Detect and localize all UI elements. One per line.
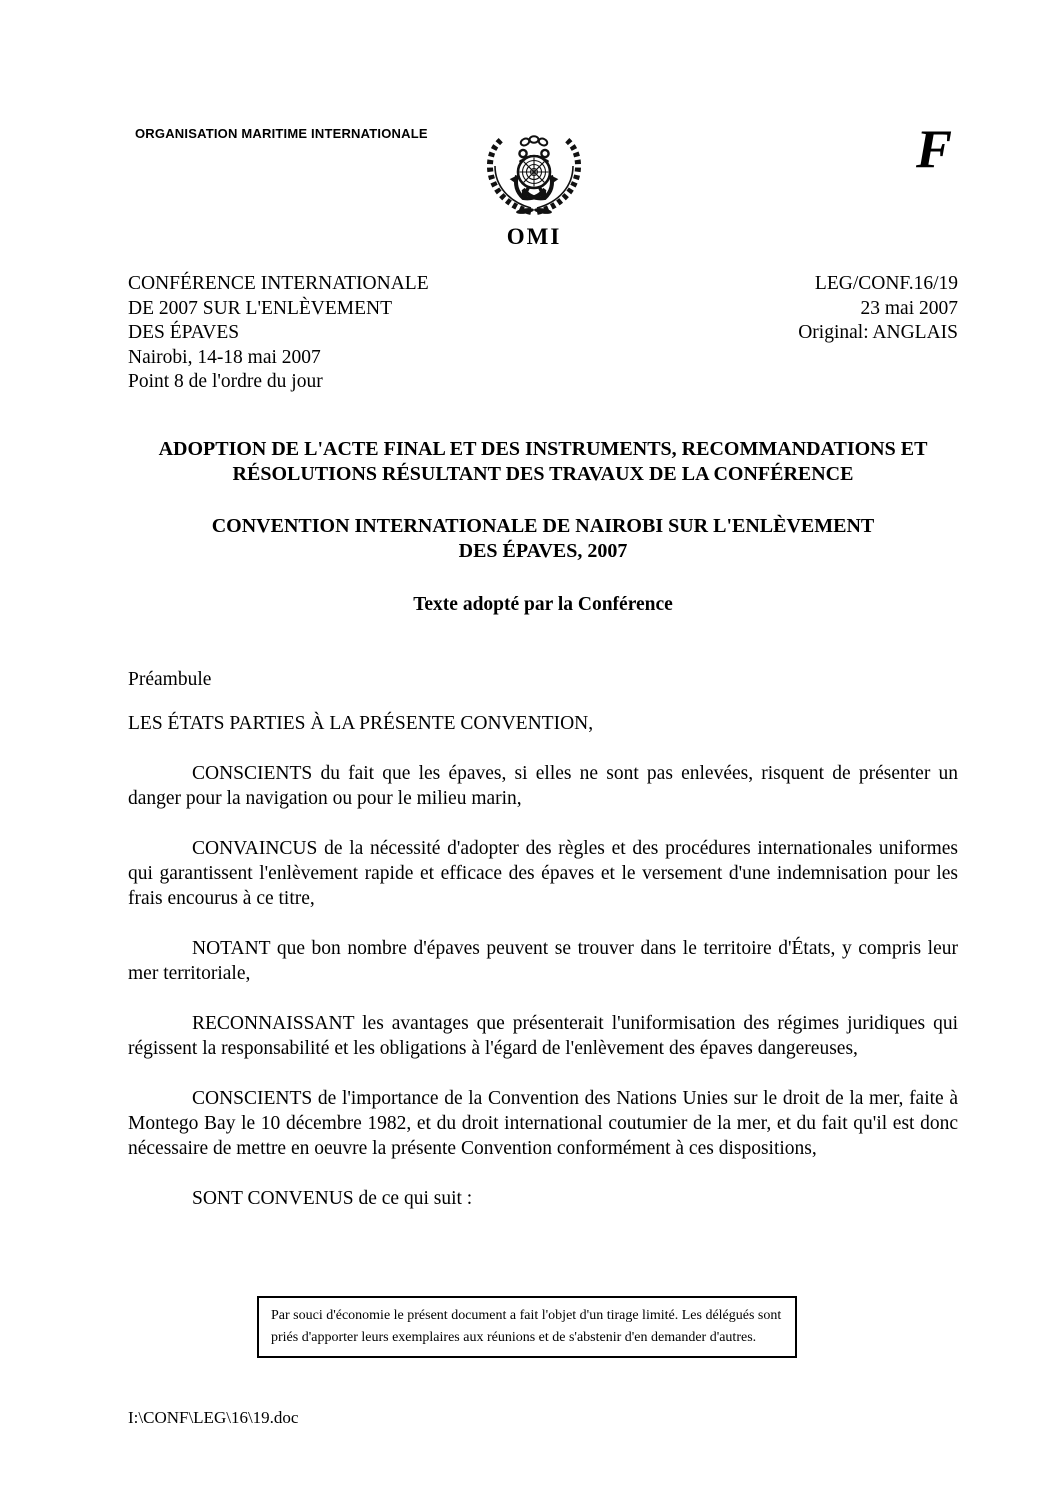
imo-logo: [481, 134, 587, 250]
document-reference: [798, 272, 958, 395]
preamble-paragraph: CONVAINCUS de la nécessité d'adopter des règles et des procédures internationales uniformes qui garantissent l'enlèvement rapide et efficace des épaves et le versement d'une indemnisation pour les frais encourus à ce titre,: [128, 838, 958, 909]
file-path: I:\CONF\LEG\16\19.doc: [128, 1408, 299, 1427]
preamble-paragraph: CONSCIENTS du fait que les épaves, si elles ne sont pas enlevées, risquent de présenter un danger pour la navigation ou pour le milieu marin,: [128, 763, 958, 809]
document-date: 23 mai 2007: [860, 297, 958, 319]
original-language: Original: ANGLAIS: [798, 322, 958, 343]
convention-title-line: CONVENTION INTERNATIONALE DE NAIROBI SUR L'ENLÈVEMENT: [211, 515, 875, 537]
document-body: [128, 437, 958, 1211]
preamble-paragraph: CONSCIENTS de l'importance de la Convention des Nations Unies sur le droit de la mer, faite à Montego Bay le 10 décembre 1982, et du droit international coutumier de la mer, et du fait qu'il est donc nécessaire de mettre en oeuvre la présente Convention conformément à ces dispositions,: [128, 1088, 958, 1159]
document-symbol: LEG/CONF.16/19: [814, 273, 958, 294]
adoption-note: Texte adopté par la Conférence: [413, 594, 673, 615]
distribution-notice-box: [257, 1296, 797, 1358]
conference-line: DE 2007 SUR L'ENLÈVEMENT: [128, 297, 393, 319]
organization-name: ORGANISATION MARITIME INTERNATIONALE: [135, 126, 428, 141]
preamble-paragraph: NOTANT que bon nombre d'épaves peuvent se trouver dans le territoire d'États, y compris leur mer territoriale,: [128, 938, 958, 984]
parties-line: LES ÉTATS PARTIES À LA PRÉSENTE CONVENTION,: [128, 713, 594, 734]
main-title-line: ADOPTION DE L'ACTE FINAL ET DES INSTRUMENTS, RECOMMANDATIONS ET: [158, 438, 928, 460]
conference-identification: [128, 272, 429, 395]
preamble-paragraph: RECONNAISSANT les avantages que présenterait l'uniformisation des régimes juridiques qui régissent la responsabilité et les obligations à l'égard de l'enlèvement des épaves dangereuses,: [128, 1013, 958, 1059]
conference-line: Nairobi, 14-18 mai 2007: [128, 346, 321, 368]
conference-line: DES ÉPAVES: [128, 322, 240, 343]
convention-title-line: DES ÉPAVES, 2007: [458, 540, 628, 562]
imo-emblem-icon: [481, 134, 587, 216]
main-title: [128, 437, 958, 487]
distribution-notice-text: Par souci d'économie le présent document a fait l'objet d'un tirage limité. Les délégués sont priés d'apporter leurs exemplaires aux réunions et de s'abstenir d'en demander d'autres.: [271, 1308, 782, 1345]
convention-title: [128, 514, 958, 564]
preamble-heading: Préambule: [128, 669, 212, 690]
language-letter: F: [916, 119, 953, 179]
main-title-line: RÉSOLUTIONS RÉSULTANT DES TRAVAUX DE LA CONFÉRENCE: [232, 463, 854, 485]
logo-caption: OMI: [506, 224, 562, 249]
reference-block: [128, 272, 958, 395]
conference-line: Point 8 de l'ordre du jour: [128, 371, 323, 392]
conference-line: CONFÉRENCE INTERNATIONALE: [128, 273, 429, 294]
closing-line: SONT CONVENUS de ce qui suit :: [192, 1188, 473, 1209]
